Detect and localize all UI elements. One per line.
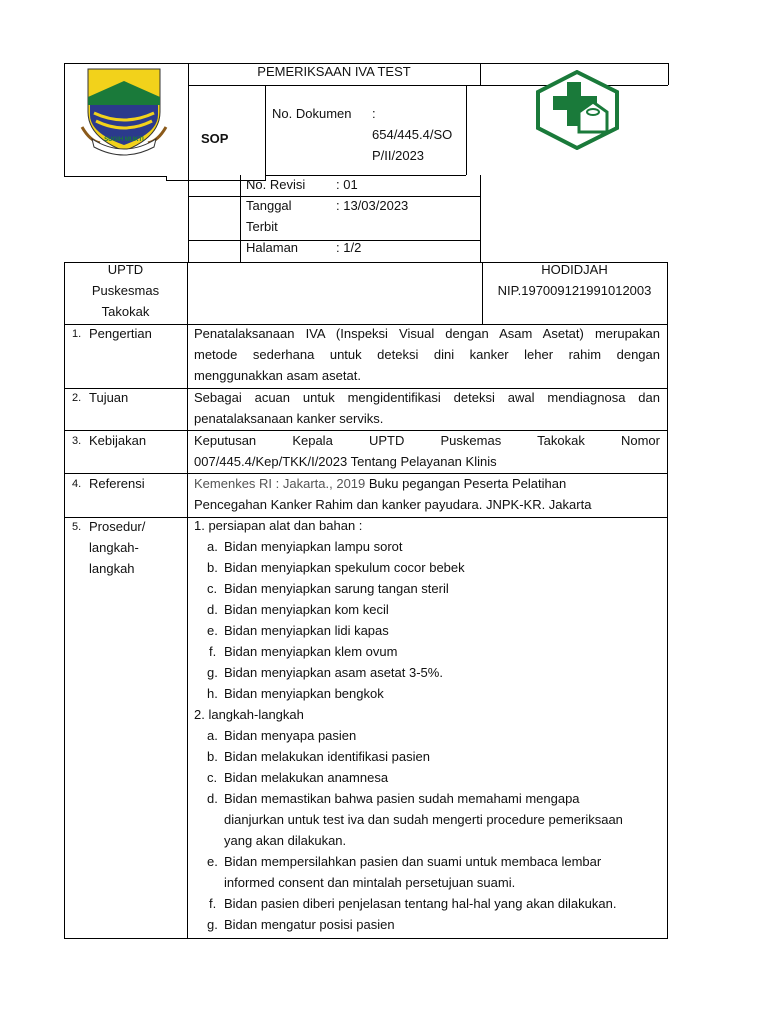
list-marker: g. bbox=[207, 665, 218, 680]
list-marker: b. bbox=[207, 749, 218, 764]
list-item-continuation: yang akan dilakukan. bbox=[224, 833, 347, 848]
no-dokumen-value-1: 654/445.4/SO bbox=[372, 127, 453, 142]
list-marker: e. bbox=[207, 623, 218, 638]
list-item-continuation: informed consent dan mintalah persetujuan suami. bbox=[224, 875, 516, 890]
list-item: Bidan melakukan identifikasi pasien bbox=[224, 749, 430, 764]
section-number: 2. bbox=[72, 392, 82, 404]
list-marker: c. bbox=[207, 770, 218, 785]
tujuan-line-1: Sebagai acuan untuk mengidentifikasi deteksi awal mendiagnosa dan bbox=[194, 390, 660, 405]
part1-title: 1. persiapan alat dan bahan : bbox=[194, 518, 363, 533]
kebijakan-line-2: 007/445.4/Kep/TKK/I/2023 Tentang Pelayanan Klinis bbox=[194, 454, 497, 469]
sop-label: SOP bbox=[201, 131, 229, 146]
list-item: Bidan menyiapkan lidi kapas bbox=[224, 623, 389, 638]
health-cross-icon bbox=[535, 70, 620, 150]
pengertian-line-3: menggunakkan asam asetat. bbox=[194, 368, 361, 383]
list-marker: g. bbox=[207, 917, 218, 932]
section-label-prosedur-2: langkah- bbox=[89, 540, 139, 555]
section-label-kebijakan: Kebijakan bbox=[89, 433, 147, 448]
list-item: Bidan menyiapkan kom kecil bbox=[224, 602, 389, 617]
list-item: Bidan memastikan bahwa pasien sudah memahami mengapa bbox=[224, 791, 580, 806]
health-logo bbox=[535, 70, 620, 150]
no-dokumen-label: No. Dokumen bbox=[272, 106, 352, 121]
list-item: Bidan melakukan anamnesa bbox=[224, 770, 389, 785]
section-label-prosedur-3: langkah bbox=[89, 561, 135, 576]
list-item: Bidan menyapa pasien bbox=[224, 728, 357, 743]
list-marker: c. bbox=[207, 581, 218, 596]
section-number: 3. bbox=[72, 435, 82, 447]
org-line-1: UPTD bbox=[107, 262, 144, 277]
tanggal-label-2: Terbit bbox=[246, 219, 278, 234]
regency-emblem bbox=[80, 67, 168, 157]
list-marker: d. bbox=[207, 602, 218, 617]
tanggal-value: : 13/03/2023 bbox=[336, 198, 409, 213]
section-number: 1. bbox=[72, 328, 82, 340]
signatory-name: HODIDJAH bbox=[541, 262, 608, 277]
section-number: 4. bbox=[72, 478, 82, 490]
section-number: 5. bbox=[72, 521, 82, 533]
list-marker: b. bbox=[207, 560, 218, 575]
org-line-3: Takokak bbox=[101, 304, 150, 319]
list-item: Bidan menyiapkan klem ovum bbox=[224, 644, 398, 659]
tujuan-line-2: penatalaksanaan kanker serviks. bbox=[194, 411, 384, 426]
halaman-value: : 1/2 bbox=[336, 240, 362, 255]
list-marker: a. bbox=[207, 728, 218, 743]
list-item: Bidan menyiapkan spekulum cocor bebek bbox=[224, 560, 465, 575]
list-marker: h. bbox=[207, 686, 218, 701]
list-marker: e. bbox=[207, 854, 218, 869]
list-item: Bidan menyiapkan asam asetat 3-5%. bbox=[224, 665, 443, 680]
section-label-referensi: Referensi bbox=[89, 476, 145, 491]
kebijakan-line-1: Keputusan Kepala UPTD Puskemas Takokak Nomor bbox=[194, 433, 660, 448]
section-label-tujuan: Tujuan bbox=[89, 390, 129, 405]
list-item: Bidan menyiapkan lampu sorot bbox=[224, 539, 403, 554]
section-label-pengertian: Pengertian bbox=[89, 326, 152, 341]
list-marker: f. bbox=[209, 896, 217, 911]
document-title: PEMERIKSAAN IVA TEST bbox=[257, 64, 411, 79]
list-marker: d. bbox=[207, 791, 218, 806]
signatory-nip: NIP.197009121991012003 bbox=[497, 283, 652, 298]
emblem-motto: SUGIH MUKTI bbox=[104, 137, 144, 143]
list-item: Bidan mempersilahkan pasien dan suami untuk membaca lembar bbox=[224, 854, 602, 869]
part2-title: 2. langkah-langkah bbox=[194, 707, 304, 722]
list-item: Bidan mengatur posisi pasien bbox=[224, 917, 395, 932]
list-item: Bidan menyiapkan sarung tangan steril bbox=[224, 581, 449, 596]
no-revisi-label: No. Revisi bbox=[246, 177, 306, 192]
list-marker: f. bbox=[209, 644, 217, 659]
no-revisi-value: : 01 bbox=[336, 177, 358, 192]
halaman-label: Halaman bbox=[246, 240, 299, 255]
no-dokumen-colon: : bbox=[372, 106, 376, 121]
list-item: Bidan pasien diberi penjelasan tentang hal-hal yang akan dilakukan. bbox=[224, 896, 617, 911]
list-marker: a. bbox=[207, 539, 218, 554]
referensi-source: Kemenkes RI : Jakarta., 2019 bbox=[194, 476, 366, 491]
tanggal-label-1: Tanggal bbox=[246, 198, 292, 213]
list-item: Bidan menyiapkan bengkok bbox=[224, 686, 384, 701]
org-line-2: Puskesmas bbox=[91, 283, 160, 298]
list-item-continuation: dianjurkan untuk test iva dan sudah mengerti procedure pemeriksaan bbox=[224, 812, 623, 827]
section-label-prosedur-1: Prosedur/ bbox=[89, 519, 146, 534]
referensi-title: Buku pegangan Peserta Pelatihan bbox=[365, 476, 567, 491]
pengertian-line-1: Penatalaksanaan IVA (Inspeksi Visual dengan Asam Asetat) merupakan bbox=[194, 326, 660, 341]
referensi-line-1 bbox=[194, 473, 566, 494]
no-dokumen-value-2: P/II/2023 bbox=[372, 148, 425, 163]
pengertian-line-2: metode sederhana untuk deteksi dini kanker leher rahim dengan bbox=[194, 347, 660, 362]
referensi-line-2: Pencegahan Kanker Rahim dan kanker payudara. JNPK-KR. Jakarta bbox=[194, 497, 592, 512]
